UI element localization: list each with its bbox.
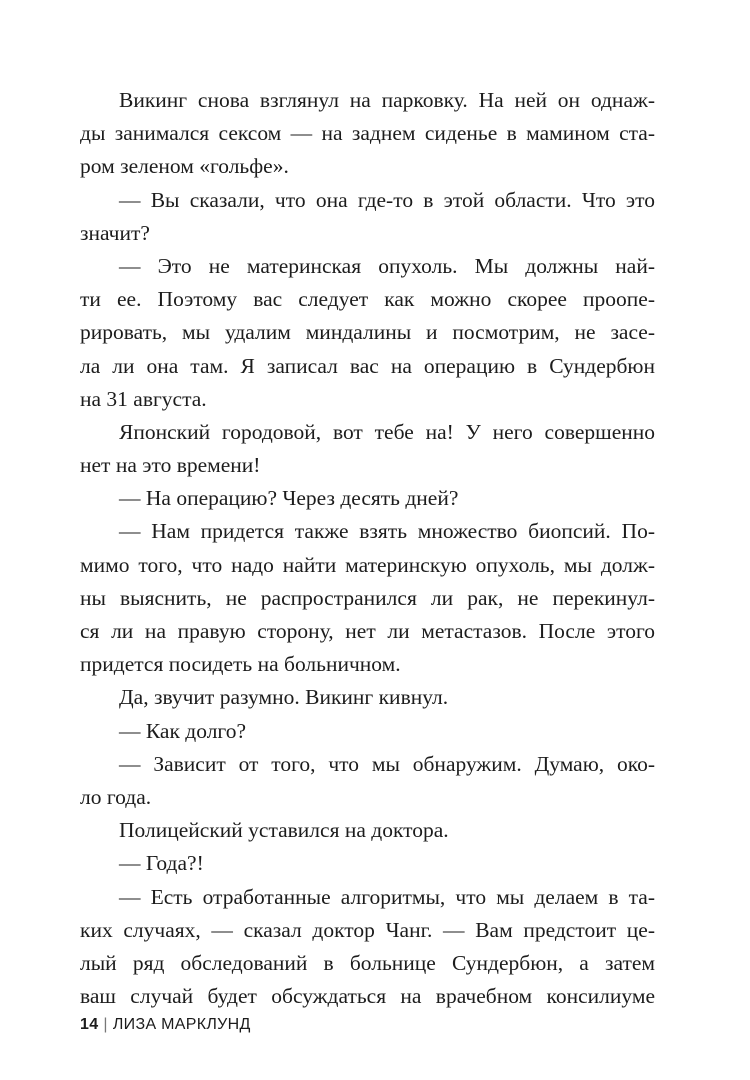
text-line: придется посидеть на больничном. bbox=[80, 652, 401, 677]
text-line: на 31 августа. bbox=[80, 386, 207, 411]
text-line: — Года?! bbox=[119, 851, 204, 876]
text-line: ды занимался сексом — на заднем сиденье в мамином ста- bbox=[80, 121, 655, 146]
text-line: нет на это времени! bbox=[80, 453, 261, 478]
page-footer bbox=[80, 1016, 251, 1034]
text-line: лый ряд обследований в больнице Сундербюн, а затем bbox=[80, 950, 655, 975]
text-line: — Зависит от того, что мы обнаружим. Думаю, око- bbox=[119, 751, 655, 776]
text-line: значит? bbox=[80, 220, 150, 245]
page-text bbox=[80, 84, 655, 1013]
footer-separator: | bbox=[103, 1016, 108, 1033]
text-line: ло года. bbox=[80, 784, 152, 809]
text-line: ром зеленом «гольфе». bbox=[80, 154, 289, 179]
text-line: — На операцию? Через десять дней? bbox=[119, 486, 459, 511]
text-line: ся ли на правую сторону, нет ли метастазов. После этого bbox=[80, 619, 655, 643]
text-line: Полицейский уставился на доктора. bbox=[119, 818, 449, 843]
text-line: ких случаях, — сказал доктор Чанг. — Вам предстоит це- bbox=[80, 917, 655, 942]
text-line: — Есть отработанные алгоритмы, что мы делаем в та- bbox=[119, 884, 655, 909]
text-line: Викинг снова взглянул на парковку. На ней он однаж- bbox=[119, 88, 655, 112]
text-line: ти ее. Поэтому вас следует как можно скорее проопе- bbox=[80, 287, 655, 312]
text-line: ваш случай будет обсуждаться на врачебном консилиуме bbox=[80, 984, 655, 1009]
text-line: — Вы сказали, что она где-то в этой области. Что это bbox=[119, 187, 655, 212]
text-line: — Как долго? bbox=[119, 718, 247, 743]
text-line: мимо того, что надо найти материнскую опухоль, мы долж- bbox=[80, 552, 655, 577]
page-number: 14 bbox=[80, 1016, 99, 1033]
author-name: ЛИЗА МАРКЛУНД bbox=[112, 1016, 251, 1033]
text-line: — Нам придется также взять множество биопсий. По- bbox=[119, 519, 655, 544]
text-line: — Это не материнская опухоль. Мы должны най- bbox=[119, 253, 655, 278]
text-line: ны выяснить, не распространился ли рак, не перекинул- bbox=[80, 585, 655, 610]
text-line: рировать, мы удалим миндалины и посмотрим, не засе- bbox=[80, 320, 655, 345]
text-line: Японский городовой, вот тебе на! У него совершенно bbox=[119, 419, 655, 444]
text-line: ла ли она там. Я записал вас на операцию в Сундербюн bbox=[80, 353, 655, 378]
text-line: Да, звучит разумно. Викинг кивнул. bbox=[119, 685, 449, 710]
